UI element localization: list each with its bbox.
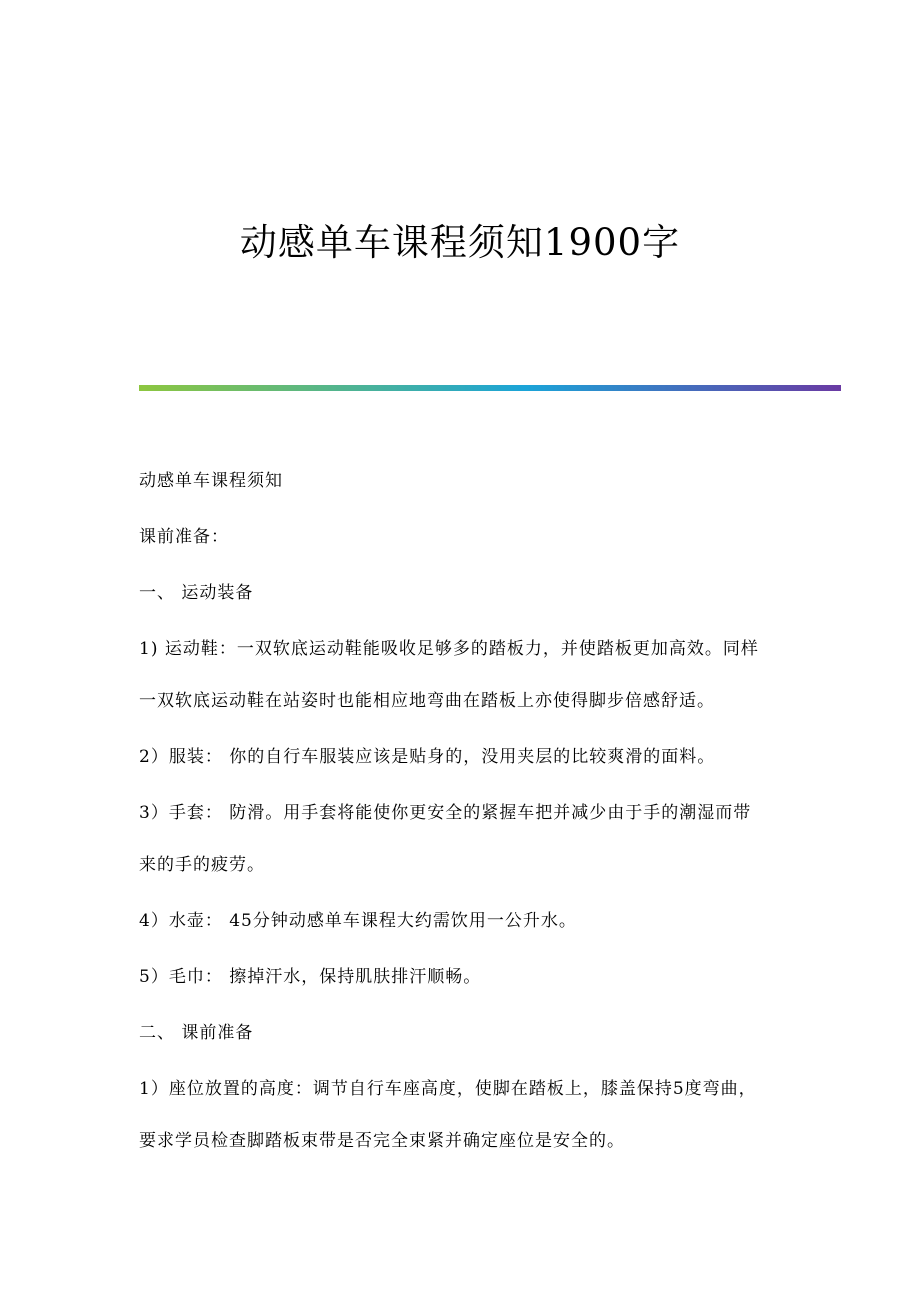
- text-line: 课前准备：: [139, 527, 229, 547]
- text-line: 动感单车课程须知: [139, 471, 283, 491]
- paragraph-gloves: [139, 800, 799, 879]
- text-line: 1) 运动鞋：一双软底运动鞋能吸收足够多的踏板力，并使踏板更加高效。同样: [139, 639, 759, 659]
- text-line: 2）服装： 你的自行车服装应该是贴身的，没用夹层的比较爽滑的面料。: [139, 747, 716, 767]
- paragraph-section-one: [139, 580, 799, 607]
- paragraph-heading: [139, 468, 799, 495]
- page-title: 动感单车课程须知1900字: [239, 221, 681, 264]
- paragraph-section-label: [139, 524, 799, 551]
- paragraph-shoes: [139, 636, 799, 715]
- text-line: 一双软底运动鞋在站姿时也能相应地弯曲在踏板上亦使得脚步倍感舒适。: [139, 691, 715, 711]
- text-line: 4）水壶： 45分钟动感单车课程大约需饮用一公升水。: [139, 911, 577, 931]
- gradient-divider: [139, 385, 841, 391]
- document-body: [139, 468, 799, 1184]
- paragraph-clothing: [139, 744, 799, 771]
- text-line: 一、 运动装备: [139, 583, 254, 603]
- paragraph-section-two: [139, 1020, 799, 1047]
- paragraph-seat-height: [139, 1076, 799, 1155]
- text-line: 来的手的疲劳。: [139, 855, 265, 875]
- text-line: 3）手套： 防滑。用手套将能使你更安全的紧握车把并减少由于手的潮湿而带: [139, 803, 752, 823]
- text-line: 1）座位放置的高度：调节自行车座高度，使脚在踏板上，膝盖保持5度弯曲，: [139, 1079, 757, 1099]
- paragraph-water-bottle: [139, 908, 799, 935]
- text-line: 二、 课前准备: [139, 1023, 254, 1043]
- text-line: 要求学员检查脚踏板束带是否完全束紧并确定座位是安全的。: [139, 1131, 625, 1151]
- text-line: 5）毛巾： 擦掉汗水，保持肌肤排汗顺畅。: [139, 967, 482, 987]
- paragraph-towel: [139, 964, 799, 991]
